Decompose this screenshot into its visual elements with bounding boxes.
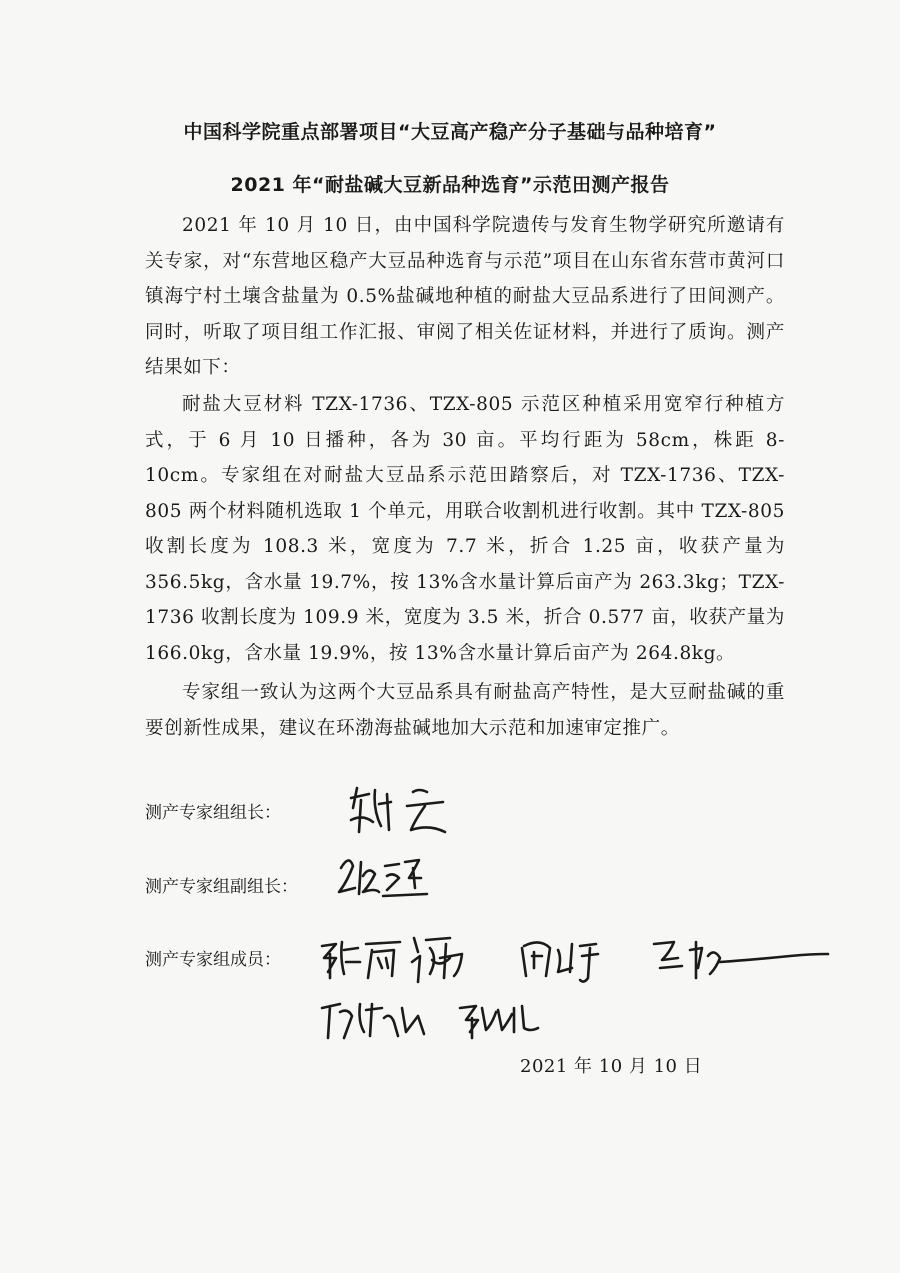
report-date: 2021 年 10 月 10 日 [520, 1056, 703, 1077]
leader-label: 测产专家组组长： [145, 803, 281, 823]
report-title-line2: 2021 年“耐盐碱大豆新品种选育”示范田测产报告 [230, 174, 670, 196]
leader-signature [345, 780, 465, 840]
paragraph-intro: 2021 年 10 月 10 日，由中国科学院遗传与发育生物学研究所邀请有关专家，对“东营地区稳产大豆品种选育与示范”项目在山东省东营市黄河口镇海宁村土壤含盐量为 0.5%盐碱地种植的耐盐大豆品系进行了田间测产。同时，听取了项目组工作汇报、审阅了相关佐证材料，并进行了质询。测产结果如下： [145, 215, 785, 378]
deputy-signature [335, 848, 445, 908]
members-signatures [300, 928, 840, 1058]
report-title-line1: 中国科学院重点部署项目“大豆高产稳产分子基础与品种培育” [183, 121, 717, 143]
paragraph-results: 耐盐大豆材料 TZX-1736、TZX-805 示范区种植采用宽窄行种植方式，于 6 月 10 日播种，各为 30 亩。平均行距为 58cm，株距 8-10cm。专家组在对耐盐大豆品系示范田踏察后，对 TZX-1736、TZX-805 两个材料随机选取 1 个单元，用联合收割机进行收割。其中 TZX-805 收割长度为 108.3 米，宽度为 7.7 米，折合 1.25 亩，收获产量为 356.5kg，含水量 19.7%，按 13%含水量计算后亩产为 263.3kg；TZX-1736 收割长度为 109.9 米，宽度为 3.5 米，折合 0.577 亩，收获产量为 166.0kg，含水量 19.9%，按 13%含水量计算后亩产为 264.8kg。 [145, 394, 785, 664]
members-label: 测产专家组成员： [145, 950, 281, 970]
deputy-label: 测产专家组副组长： [145, 877, 298, 897]
paragraph-conclusion: 专家组一致认为这两个大豆品系具有耐盐高产特性，是大豆耐盐碱的重要创新性成果，建议在环渤海盐碱地加大示范和加速审定推广。 [145, 682, 785, 739]
